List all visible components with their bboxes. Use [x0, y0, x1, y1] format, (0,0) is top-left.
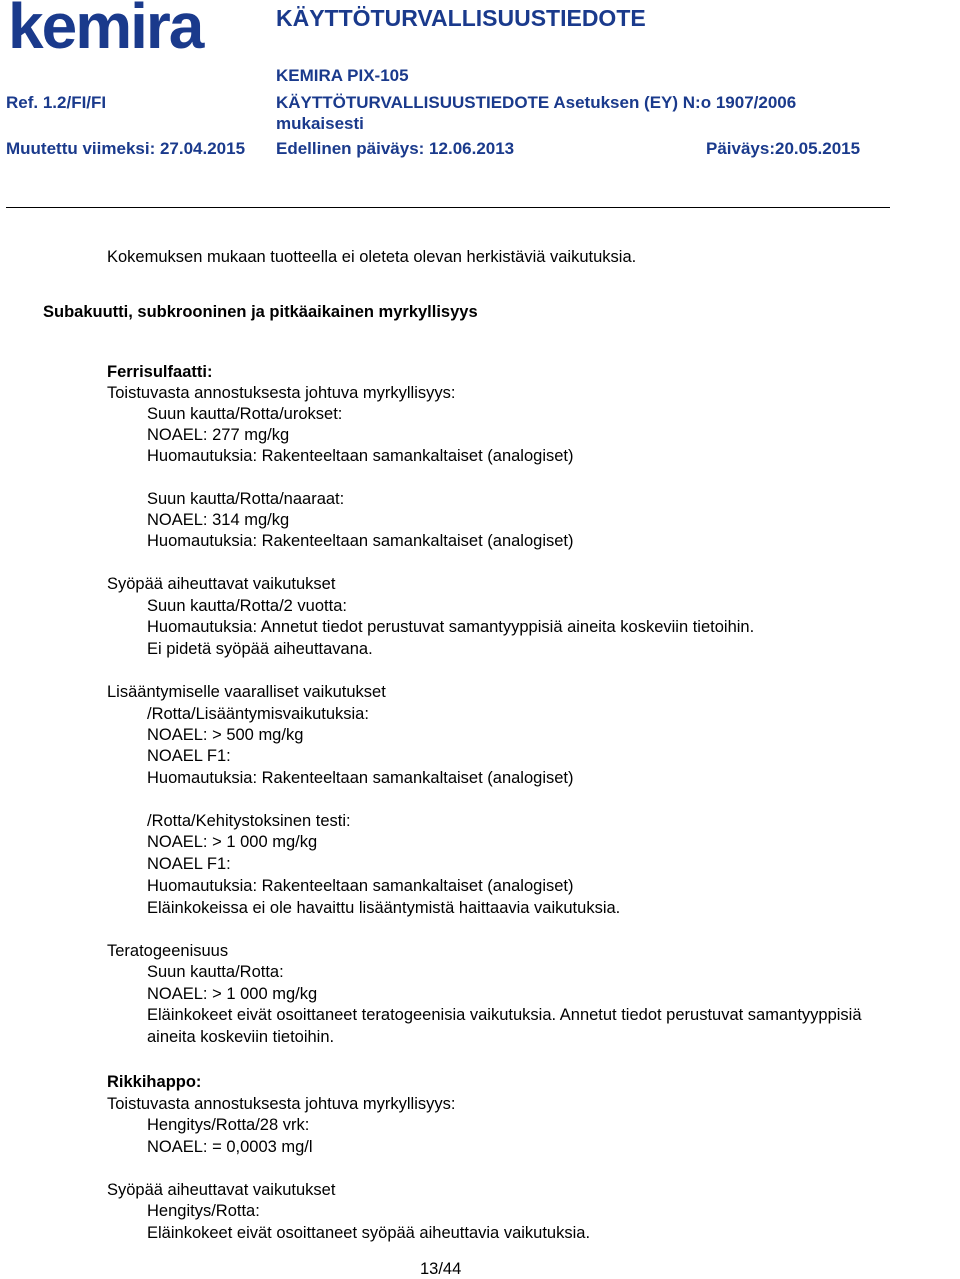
sulfuric-acid-heading: Rikkihappo:: [107, 1073, 202, 1091]
reproductive-heading: Lisääntymiselle vaaralliset vaikutukset: [107, 683, 386, 701]
acid-route: Hengitys/Rotta/28 vrk:: [147, 1116, 310, 1134]
teratogenicity-route: Suun kautta/Rotta:: [147, 963, 284, 981]
carcinogenicity-route: Suun kautta/Rotta/2 vuotta:: [147, 597, 347, 615]
acid-carcinogenicity-heading: Syöpää aiheuttavat vaikutukset: [107, 1181, 336, 1199]
reproductive-test2: /Rotta/Kehitystoksinen testi:: [147, 812, 351, 830]
regulation-line2: mukaisesti: [276, 114, 364, 133]
reference: Ref. 1.2/FI/FI: [6, 93, 107, 112]
reproductive-noael2: NOAEL: > 1 000 mg/kg: [147, 833, 318, 851]
page-number: 13/44: [420, 1260, 462, 1278]
modified-date: Muutettu viimeksi: 27.04.2015: [6, 139, 246, 158]
carcinogenicity-result: Ei pidetä syöpää aiheuttavana.: [147, 640, 373, 658]
teratogenicity-noael: NOAEL: > 1 000 mg/kg: [147, 985, 318, 1003]
reproductive-f1-1: NOAEL F1:: [147, 747, 231, 765]
carcinogenicity-note: Huomautuksia: Annetut tiedot perustuvat samantyyppisiä aineita koskeviin tietoihin.: [147, 618, 755, 636]
logo-text: kemira: [8, 0, 203, 60]
sensitization-text: Kokemuksen mukaan tuotteella ei oleteta olevan herkistäviä vaikutuksia.: [107, 248, 637, 266]
repeat-dose-label: Toistuvasta annostuksesta johtuva myrkyllisyys:: [107, 384, 456, 402]
female-route: Suun kautta/Rotta/naaraat:: [147, 490, 345, 508]
reproductive-f1-2: NOAEL F1:: [147, 855, 231, 873]
kemira-logo: [8, 0, 244, 60]
ferrisulfate-heading: Ferrisulfaatti:: [107, 363, 213, 381]
teratogenicity-result-line2: aineita koskeviin tietoihin.: [147, 1028, 335, 1046]
acid-repeat-dose-label: Toistuvasta annostuksesta johtuva myrkyllisyys:: [107, 1095, 456, 1113]
issue-date: Päiväys:20.05.2015: [706, 139, 861, 158]
header-divider: [6, 207, 890, 208]
male-route: Suun kautta/Rotta/urokset:: [147, 405, 343, 423]
acid-carcinogenicity-result: Eläinkokeet eivät osoittaneet syöpää aiheuttavia vaikutuksia.: [147, 1224, 591, 1242]
reproductive-noael1: NOAEL: > 500 mg/kg: [147, 726, 304, 744]
previous-date: Edellinen päiväys: 12.06.2013: [276, 139, 515, 158]
male-noael: NOAEL: 277 mg/kg: [147, 426, 290, 444]
acid-noael: NOAEL: = 0,0003 mg/l: [147, 1138, 313, 1156]
female-noael: NOAEL: 314 mg/kg: [147, 511, 290, 529]
teratogenicity-result-line1: Eläinkokeet eivät osoittaneet teratogeenisia vaikutuksia. Annetut tiedot perustuvat samantyyppisiä: [147, 1006, 862, 1024]
regulation-line1: KÄYTTÖTURVALLISUUSTIEDOTE Asetuksen (EY) N:o 1907/2006: [276, 93, 797, 112]
teratogenicity-heading: Teratogeenisuus: [107, 942, 229, 960]
reproductive-test1: /Rotta/Lisääntymisvaikutuksia:: [147, 705, 369, 723]
acid-carcinogenicity-route: Hengitys/Rotta:: [147, 1202, 260, 1220]
male-note: Huomautuksia: Rakenteeltaan samankaltaiset (analogiset): [147, 447, 574, 465]
reproductive-result: Eläinkokeissa ei ole havaittu lisääntymistä haittaavia vaikutuksia.: [147, 899, 621, 917]
reproductive-note2: Huomautuksia: Rakenteeltaan samankaltaiset (analogiset): [147, 877, 574, 895]
female-note: Huomautuksia: Rakenteeltaan samankaltaiset (analogiset): [147, 532, 574, 550]
carcinogenicity-heading: Syöpää aiheuttavat vaikutukset: [107, 575, 336, 593]
section-heading: Subakuutti, subkrooninen ja pitkäaikainen myrkyllisyys: [43, 303, 478, 321]
reproductive-note1: Huomautuksia: Rakenteeltaan samankaltaiset (analogiset): [147, 769, 574, 787]
product-name: KEMIRA PIX-105: [276, 66, 409, 85]
document-title: KÄYTTÖTURVALLISUUSTIEDOTE: [276, 5, 646, 31]
